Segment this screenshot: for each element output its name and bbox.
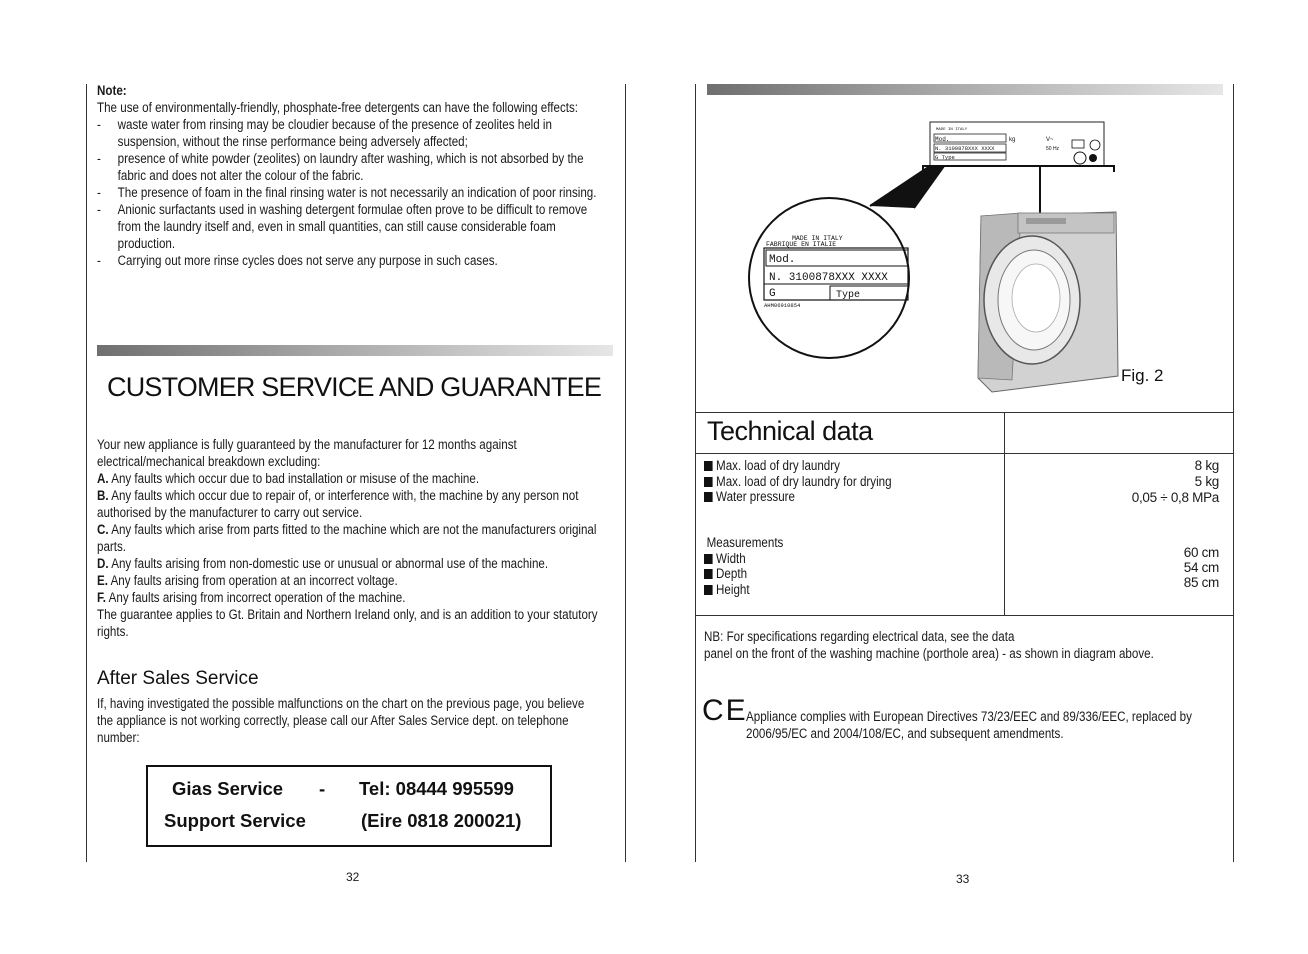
square-bullet-icon: [704, 585, 713, 595]
nb-line-1: NB: For specifications regarding electrical data, see the data: [704, 629, 1015, 644]
spec-values: [1040, 458, 1219, 506]
measurement-value: 54 cm: [1183, 560, 1219, 575]
service-contact-box: [146, 765, 552, 847]
service-name-1: Gias Service: [172, 778, 284, 799]
exclusion-b: [97, 487, 613, 521]
measurements-title: Measurements: [706, 535, 784, 550]
magnified-fabrique: FABRIQUE EN ITALIE: [766, 241, 837, 248]
exclusion-letter: B.: [97, 488, 109, 503]
after-sales-title: After Sales Service: [97, 668, 259, 689]
measurement-labels: [704, 535, 783, 597]
square-bullet-icon: [704, 492, 713, 502]
section-divider-bar: [97, 345, 613, 356]
top-divider-bar: [707, 84, 1223, 95]
exclusion-text: Any faults which occur due to repair of, or interference with, the machine by any person not authorised by the manufacturer to carry out service.: [97, 488, 579, 520]
list-item: - waste water from rinsing may be cloudier because of the presence of zeolites held in suspension, without the rinse performance being adversely affected;: [97, 116, 604, 150]
note-block: [97, 82, 613, 269]
center-left-line: [625, 84, 626, 862]
ce-mark-icon: CE: [702, 694, 748, 727]
exclusion-c: [97, 521, 613, 555]
guarantee-footer: The guarantee applies to Gt. Britain and Northern Ireland only, and is an addition to your statutory rights.: [97, 607, 598, 639]
square-bullet-icon: [704, 554, 713, 564]
ce-compliance-text: Appliance complies with European Directives 73/23/EEC and 89/336/EEC, replaced by 2006/95/EC and 2004/108/EC, and subsequent amendments.: [746, 709, 1192, 741]
table-bottom-border: [696, 615, 1234, 616]
after-sales-text: If, having investigated the possible malfunctions on the chart on the previous page, you believe the appliance is not working correctly, please call our After Sales Service dept. on telephone number:: [97, 696, 585, 745]
service-name-2: Support Service: [164, 810, 306, 831]
measurement-value: 60 cm: [1183, 545, 1219, 560]
svg-text:V~: V~: [1046, 137, 1054, 143]
measurement-label: Height: [716, 581, 750, 597]
table-header-border: [696, 453, 1234, 454]
magnified-made-in-italy: MADE IN ITALY: [792, 235, 843, 242]
list-item: - Carrying out more rinse cycles does not serve any purpose in such cases.: [97, 252, 604, 269]
exclusion-e: [97, 572, 613, 589]
svg-text:50 Hz: 50 Hz: [1046, 146, 1060, 152]
right-margin-line: [1233, 84, 1234, 862]
exclusion-letter: E.: [97, 573, 108, 588]
exclusion-letter: A.: [97, 471, 109, 486]
section-title: CUSTOMER SERVICE AND GUARANTEE: [107, 372, 602, 402]
exclusion-a: [97, 470, 613, 487]
exclusion-text: Any faults which occur due to bad installation or misuse of the machine.: [108, 471, 480, 486]
measurement-row-width: [704, 551, 783, 567]
svg-text:MADE IN ITALY: MADE IN ITALY: [936, 128, 968, 132]
spec-label: Max. load of dry laundry for drying: [716, 473, 892, 489]
spec-row-max-load: [704, 458, 892, 474]
spec-value: 5 kg: [1194, 474, 1219, 489]
magnified-code: AHM06910854: [764, 302, 801, 309]
technical-data-title: Technical data: [707, 416, 873, 446]
list-item: - presence of white powder (zeolites) on laundry after washing, which is not absorbed by the fabric and does not alter the colour of the fabric.: [97, 150, 604, 184]
measurement-label: Width: [716, 550, 746, 566]
page-number-right: 33: [956, 872, 970, 886]
exclusion-letter: F.: [97, 590, 107, 605]
svg-text:N. 3100878XXX XXXX: N. 3100878XXX XXXX: [935, 145, 995, 152]
exclusion-text: Any faults arising from operation at an incorrect voltage.: [107, 573, 398, 588]
measurement-value: 85 cm: [1183, 575, 1219, 590]
spec-label: Max. load of dry laundry: [716, 458, 840, 473]
spec-labels: [704, 458, 892, 505]
measurement-row-depth: [704, 566, 783, 582]
spec-value: 8 kg: [1194, 458, 1219, 473]
exclusion-f: [97, 589, 613, 606]
svg-text:Mod.: Mod.: [935, 136, 950, 143]
svg-text:G Type: G Type: [935, 154, 955, 161]
nb-note: [704, 628, 1237, 662]
measurement-values: [1040, 545, 1219, 590]
spec-label: Water pressure: [716, 489, 795, 504]
guarantee-intro: Your new appliance is fully guaranteed by the manufacturer for 12 months against electrical/mechanical breakdown excluding:: [97, 437, 517, 469]
exclusion-text: Any faults arising from non-domestic use or unusual or abnormal use of the machine.: [108, 556, 549, 571]
measurement-label: Depth: [716, 566, 748, 581]
square-bullet-icon: [704, 569, 713, 579]
service-phone-eire: (Eire 0818 200021): [361, 810, 522, 831]
nb-line-2: panel on the front of the washing machine (porthole area) - as shown in diagram above.: [704, 646, 1154, 661]
measurement-row-height: [704, 582, 783, 598]
square-bullet-icon: [704, 461, 713, 471]
list-item: - The presence of foam in the final rinsing water is not necessarily an indication of poor rinsing.: [97, 184, 604, 201]
guarantee-block: [97, 436, 613, 640]
magnified-type: Type: [836, 290, 861, 301]
magnified-mod: Mod.: [769, 254, 796, 266]
spec-row-water-pressure: [704, 489, 892, 505]
spec-value: 0,05 ÷ 0,8 MPa: [1131, 490, 1219, 505]
washing-machine-body: [978, 212, 1118, 392]
note-list: [97, 116, 604, 269]
magnified-label-circle: [749, 198, 909, 358]
left-margin-line: [86, 84, 87, 862]
svg-text:kg: kg: [1009, 137, 1016, 143]
service-separator: -: [319, 778, 326, 799]
list-item: - Anionic surfactants used in washing detergent formulae often prove to be difficult to remove from the laundry itself and, even in small quantities, can still cause considerable foam production.: [97, 201, 604, 252]
exclusion-letter: C.: [97, 522, 109, 537]
page-number-left: 32: [346, 870, 360, 884]
note-heading: Note:: [97, 83, 127, 98]
rating-plate-small: [930, 122, 1104, 166]
figure-caption: Fig. 2: [1121, 366, 1164, 385]
magnified-serial: N. 3100878XXX XXXX: [769, 272, 888, 284]
table-top-border: [696, 412, 1234, 413]
note-intro: The use of environmentally-friendly, phosphate-free detergents can have the following effects:: [97, 100, 579, 115]
table-column-divider: [1004, 412, 1005, 615]
exclusion-text: Any faults arising from incorrect operation of the machine.: [106, 590, 406, 605]
magnified-g: G: [769, 288, 776, 300]
exclusion-text: Any faults which arise from parts fitted to the machine which are not the manufacturers original parts.: [97, 522, 597, 554]
square-bullet-icon: [704, 477, 713, 487]
exclusion-letter: D.: [97, 556, 109, 571]
spec-row-drying-load: [704, 474, 892, 490]
service-phone-uk: Tel: 08444 995599: [359, 778, 514, 799]
exclusion-d: [97, 555, 613, 572]
